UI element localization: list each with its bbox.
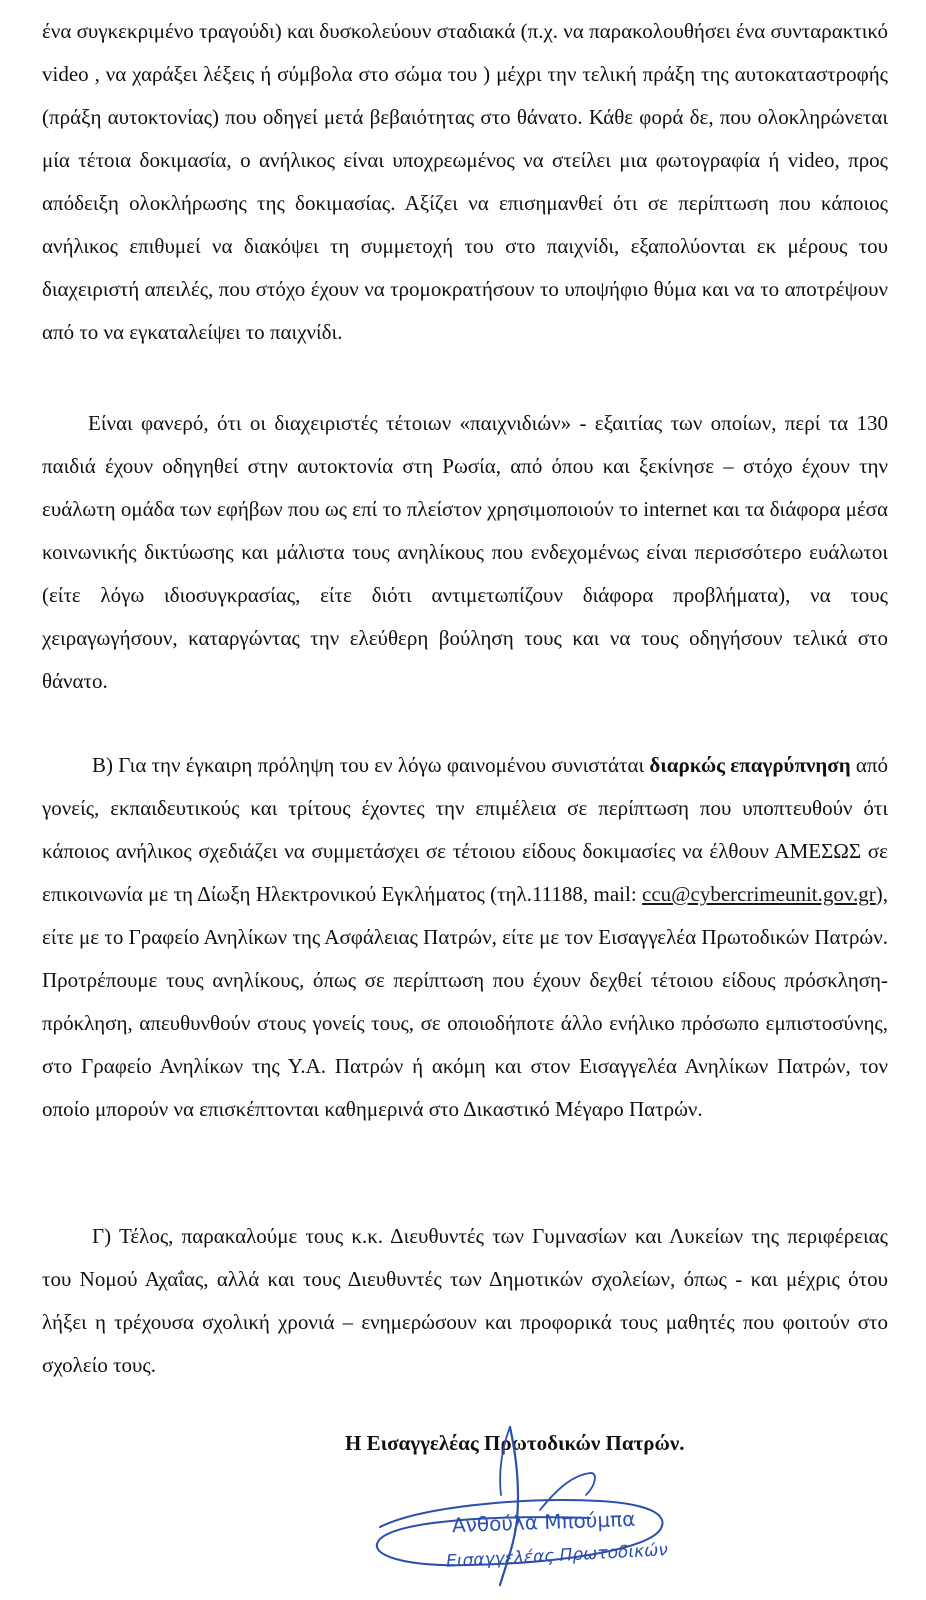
handwritten-signature <box>360 1415 700 1600</box>
paragraph-b-middle: από γονείς, εκπαιδευτικούς και τρίτους έχοντες την επιμέλεια σε περίπτωση που υποπτευθούν ότι κάποιος ανήλικος σχεδιάζει να συμμετάσχει σε τέτοιου είδους δοκιμασίες να έλθουν ΑΜΕΣΩΣ σε επικοινωνία με τη Δίωξη Ηλεκτρονικού Εγκλήματος (τηλ.11188, mail: <box>42 753 889 906</box>
paragraph-1: ένα συγκεκριμένο τραγούδι) και δυσκολεύουν σταδιακά (π.χ. να παρακολουθήσει ένα συνταρακτικό video , να χαράξει λέξεις ή σύμβολα στο σώμα του ) μέχρι την τελική πράξη της αυτοκαταστροφής (πράξη αυτοκτονίας) που οδηγεί μετά βεβαιότητας στο θάνατο. Κάθε φορά δε, που ολοκληρώνεται μία τέτοια δοκιμασία, ο ανήλικος είναι υποχρεωμένος να στείλει μια φωτογραφία ή video, προς απόδειξη ολοκλήρωσης της δοκιμασίας. Αξίζει να επισημανθεί ότι σε περίπτωση που κάποιος ανήλικος επιθυμεί να διακόψει τη συμμετοχή του στο παιχνίδι, εξαπολύονται εκ μέρους του διαχειριστή απειλές, που στόχο έχουν να τρομοκρατήσουν το υποψήφιο θύμα και να το αποτρέψουν από το να εγκαταλείψει το παιχνίδι. <box>42 19 888 344</box>
stamp-name: Ανθούλα Μπούμπα <box>451 1506 636 1538</box>
paragraph-b-end: ), είτε με το Γραφείο Ανηλίκων της Ασφάλειας Πατρών, είτε με τον Εισαγγελέα Πρωτοδικών Πατρών. Προτρέπουμε τους ανηλίκους, όπως σε περίπτωση που έχουν δεχθεί τέτοιου είδους πρόσκληση-πρόκληση, απευθυνθούν στους γονείς τους, σε οποιοδήποτε άλλο ενήλικο πρόσωπο εμπιστοσύνης, στο Γραφείο Ανηλίκων της Υ.Α. Πατρών ή ακόμη και στον Εισαγγελέα Ανηλίκων Πατρών, τον οποίο μπορούν να επισκέπτονται καθημερινά στο Δικαστικό Μέγαρο Πατρών. <box>42 882 888 1121</box>
signature-stroke <box>540 1473 595 1510</box>
paragraph-b <box>42 744 888 1131</box>
signature-stroke <box>500 1427 510 1495</box>
email-link[interactable]: ccu@cybercrimeunit.gov.gr <box>642 882 876 906</box>
stamp-role: Εισαγγελέας Πρωτοδικών <box>445 1540 669 1572</box>
paragraph-2: Είναι φανερό, ότι οι διαχειριστές τέτοιων «παιχνιδιών» - εξαιτίας των οποίων, περί τα 130 παιδιά έχουν οδηγηθεί στην αυτοκτονία στη Ρωσία, από όπου και ξεκίνησε – στόχο έχουν την ευάλωτη ομάδα των εφήβων που ως επί το πλείστον χρησιμοποιούν το internet και τα διάφορα μέσα κοινωνικής δικτύωσης και μάλιστα τους ανηλίκους που ενδεχομένως είναι περισσότερο ευάλωτοι (είτε λόγω ιδιοσυγκρασίας, είτε διότι αντιμετωπίζουν διάφορα προβλήματα), να τους χειραγωγήσουν, καταργώντας την ελεύθερη βούληση τους και να τους οδηγήσουν τελικά στο θάνατο. <box>42 411 888 693</box>
paragraph-c: Γ) Τέλος, παρακαλούμε τους κ.κ. Διευθυντές των Γυμνασίων και Λυκείων της περιφέρειας του Νομού Αχαΐας, αλλά και τους Διευθυντές των Δημοτικών σχολείων, όπως - και μέχρις ότου λήξει η τρέχουσα σχολική χρονιά – ενημερώσουν και προφορικά τους μαθητές που φοιτούν στο σχολείο τους. <box>42 1224 888 1377</box>
signature-title: Η Εισαγγελέας Πρωτοδικών Πατρών. <box>345 1431 685 1455</box>
paragraph-b-emphasis: διαρκώς επαγρύπνηση <box>649 753 851 777</box>
paragraph-b-start: Β) Για την έγκαιρη πρόληψη του εν λόγω φαινομένου συνιστάται <box>92 753 650 777</box>
